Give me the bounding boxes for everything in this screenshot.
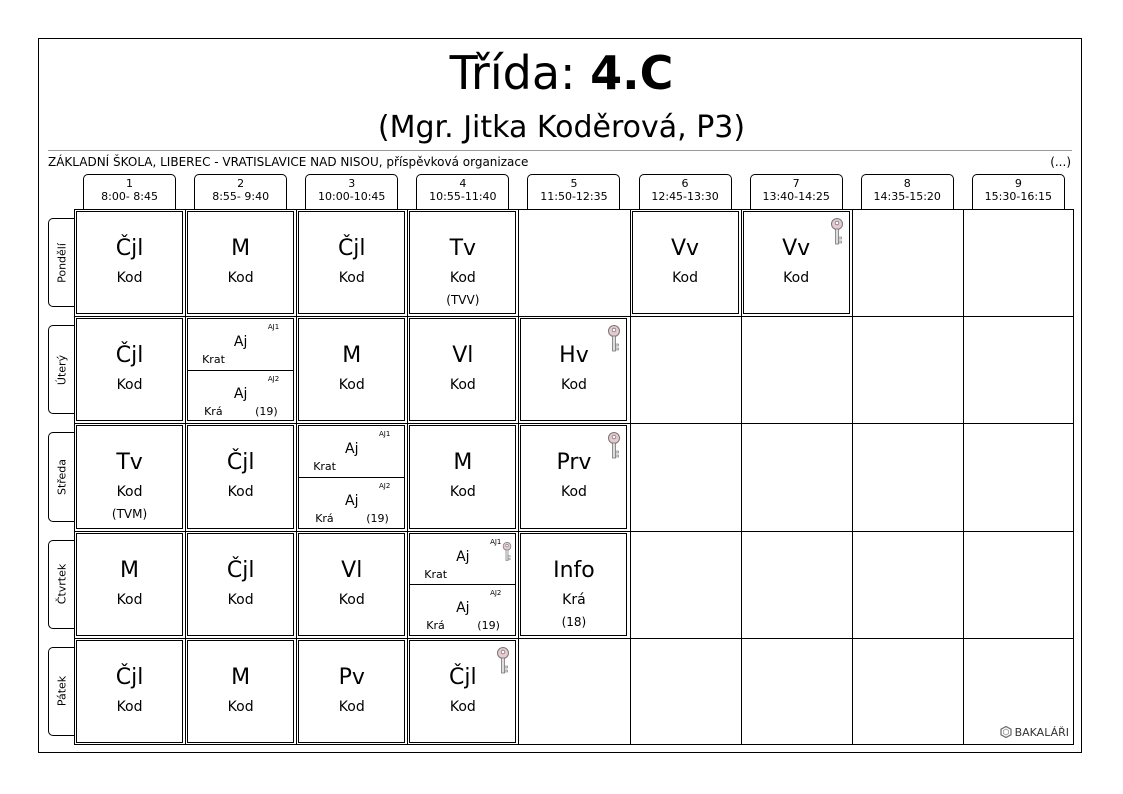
lesson-subject: Čjl — [449, 664, 477, 690]
day-label-4 — [48, 540, 75, 629]
lesson-cell[interactable] — [76, 640, 183, 743]
period-header-1 — [83, 174, 176, 209]
lesson-cell[interactable] — [76, 425, 183, 528]
day-name: Pondělí — [55, 242, 69, 283]
period-header-2 — [194, 174, 287, 209]
lesson-subject: Čjl — [226, 450, 255, 476]
lesson-teacher: Krá — [562, 591, 586, 608]
lesson-cell[interactable] — [409, 318, 516, 421]
period-time: 10:00-10:45 — [318, 190, 386, 203]
more-indicator: (...) — [1050, 155, 1071, 169]
group-code: AJ1 — [490, 537, 502, 546]
lesson-subject: Čjl — [115, 664, 144, 690]
lesson-cell[interactable] — [187, 318, 294, 421]
lesson-subject: M — [342, 343, 362, 369]
group-code: AJ1 — [267, 323, 280, 332]
group-room: (19) — [477, 619, 500, 633]
lesson-cell[interactable] — [409, 211, 516, 314]
lesson-subject: Vv — [671, 236, 700, 261]
day-label-5 — [48, 647, 75, 736]
lesson-cell[interactable] — [298, 533, 405, 636]
grid-row-line — [74, 531, 1074, 532]
group-room: (19) — [255, 404, 278, 418]
period-time: 8:55- 9:40 — [212, 190, 270, 203]
lesson-cell[interactable] — [409, 425, 516, 528]
group-divider — [188, 370, 293, 371]
group-teacher: Krat — [202, 353, 225, 367]
period-number: 5 — [570, 177, 578, 190]
lesson-subject: Čjl — [226, 557, 255, 583]
lesson-cell[interactable] — [76, 318, 183, 421]
lesson-teacher: Kod — [783, 270, 810, 286]
lesson-subject: Čjl — [337, 236, 366, 261]
group-code: AJ2 — [267, 374, 280, 383]
group-room: (19) — [366, 511, 389, 525]
lesson-cell[interactable] — [298, 640, 405, 743]
grid-column-line — [518, 209, 519, 745]
period-number: 8 — [903, 177, 911, 190]
period-time: 13:40-14:25 — [762, 190, 830, 203]
lesson-cell[interactable] — [187, 533, 294, 636]
bakalari-logo: BAKALÁŘI — [1000, 726, 1069, 740]
grid-column-line — [185, 209, 186, 745]
period-time: 8:00- 8:45 — [101, 190, 158, 203]
lesson-teacher: Kod — [227, 591, 254, 608]
school-name: ZÁKLADNÍ ŠKOLA, LIBEREC - VRATISLAVICE NAD NISOU, příspěvková organizace — [48, 155, 529, 169]
lesson-teacher: Kod — [116, 377, 143, 394]
lesson-room: (18) — [561, 614, 587, 629]
lesson-teacher: Kod — [449, 270, 476, 286]
lesson-subject: Prv — [556, 450, 592, 476]
lesson-teacher: Kod — [449, 484, 476, 501]
lesson-teacher: Kod — [338, 591, 365, 608]
lesson-teacher: Kod — [227, 698, 254, 715]
period-time: 12:45-13:30 — [651, 190, 719, 203]
period-header-7 — [750, 174, 843, 209]
lesson-cell[interactable] — [298, 318, 405, 421]
lesson-subject: Vv — [782, 236, 811, 261]
day-name: Pátek — [55, 676, 69, 707]
lesson-subject: M — [231, 236, 251, 261]
period-header-3 — [305, 174, 398, 209]
lesson-cell[interactable] — [187, 425, 294, 528]
grid-column-line — [296, 209, 297, 745]
lesson-teacher: Kod — [672, 270, 699, 286]
group-code: AJ2 — [378, 481, 391, 490]
period-number: 3 — [348, 177, 356, 190]
group-divider — [299, 477, 404, 478]
group-divider — [410, 584, 515, 585]
lesson-subject: Vl — [341, 557, 363, 583]
lesson-subject: Pv — [338, 664, 365, 690]
page-title: Třída: 4.C — [449, 46, 674, 100]
key-icon — [607, 325, 621, 353]
lesson-teacher: Kod — [449, 698, 476, 715]
group-teacher: Krat — [424, 567, 448, 581]
period-time: 10:55-11:40 — [429, 190, 497, 203]
lesson-teacher: Kod — [227, 270, 254, 286]
lesson-teacher: Kod — [338, 377, 365, 394]
period-time: 15:30-16:15 — [984, 190, 1053, 203]
grid-row-line — [74, 423, 1074, 424]
group-subject: Aj — [345, 492, 359, 509]
grid-column-line — [630, 209, 631, 745]
lesson-subject: Čjl — [115, 343, 144, 369]
lesson-teacher: Kod — [560, 377, 587, 394]
group-teacher: Krat — [313, 460, 336, 474]
period-header-6 — [639, 174, 732, 209]
grid-row-line — [74, 316, 1074, 317]
period-header-5 — [527, 174, 620, 209]
group-subject: Aj — [456, 548, 470, 565]
period-number: 1 — [126, 177, 134, 190]
lesson-cell[interactable] — [632, 211, 739, 314]
lesson-subject: Čjl — [115, 236, 144, 261]
group-subject: Aj — [233, 385, 248, 402]
lesson-cell[interactable] — [298, 425, 405, 528]
lesson-cell[interactable] — [187, 211, 294, 314]
class-name: 4.C — [590, 46, 674, 100]
day-name: Čtvrtek — [55, 563, 69, 605]
lesson-cell[interactable] — [743, 211, 850, 314]
lesson-room: (TVM) — [111, 507, 148, 522]
group-code: AJ1 — [378, 430, 391, 439]
lesson-subject: Tv — [116, 450, 143, 476]
group-teacher: Krá — [315, 511, 334, 525]
grid-column-line — [852, 209, 853, 745]
lesson-subject: Hv — [559, 343, 589, 369]
lesson-cell[interactable] — [187, 640, 294, 743]
lesson-teacher: Kod — [227, 484, 254, 501]
period-header-4 — [416, 174, 509, 209]
period-time: 14:35-15:20 — [873, 190, 941, 203]
lesson-cell[interactable] — [298, 211, 405, 314]
lesson-teacher: Kod — [560, 484, 587, 501]
key-icon — [502, 542, 512, 562]
lesson-cell[interactable] — [520, 533, 627, 636]
header-divider — [48, 150, 1072, 151]
lesson-cell[interactable] — [409, 640, 516, 743]
lesson-teacher: Kod — [338, 270, 365, 286]
class-teacher-subtitle: (Mgr. Jitka Koděrová, P3) — [377, 110, 746, 145]
key-icon — [496, 647, 510, 675]
day-label-2 — [48, 325, 75, 414]
period-number: 4 — [459, 177, 467, 190]
lesson-teacher: Kod — [116, 591, 143, 608]
day-label-3 — [48, 432, 75, 521]
grid-row-line — [74, 638, 1074, 639]
lesson-subject: M — [453, 450, 473, 476]
lesson-cell[interactable] — [76, 533, 183, 636]
lesson-cell[interactable] — [76, 211, 183, 314]
key-icon — [607, 432, 621, 460]
lesson-cell[interactable] — [409, 533, 516, 636]
period-header-9 — [972, 174, 1065, 209]
day-label-1 — [48, 218, 75, 307]
group-subject: Aj — [345, 441, 359, 458]
period-time: 11:50-12:35 — [540, 190, 608, 203]
group-subject: Aj — [233, 334, 248, 351]
grid-column-line — [963, 209, 964, 745]
period-number: 7 — [792, 177, 800, 190]
lesson-teacher: Kod — [116, 698, 143, 715]
grid-column-line — [741, 209, 742, 745]
lesson-subject: Tv — [449, 236, 477, 261]
lesson-teacher: Kod — [338, 698, 365, 715]
period-number: 2 — [237, 177, 245, 190]
group-subject: Aj — [456, 600, 470, 617]
hexagon-icon — [1000, 726, 1012, 738]
grid-column-line — [407, 209, 408, 745]
lesson-subject: Info — [553, 557, 595, 583]
group-teacher: Krá — [426, 619, 445, 633]
day-name: Středa — [55, 458, 69, 496]
lesson-teacher: Kod — [116, 484, 143, 501]
group-teacher: Krá — [204, 404, 223, 418]
lesson-cell[interactable] — [520, 425, 627, 528]
lesson-subject: M — [120, 557, 140, 583]
lesson-teacher: Kod — [449, 377, 476, 394]
lesson-cell[interactable] — [520, 318, 627, 421]
key-icon — [830, 218, 844, 246]
period-number: 6 — [681, 177, 689, 190]
group-code: AJ2 — [490, 589, 502, 598]
lesson-teacher: Kod — [116, 270, 143, 286]
lesson-room: (TVV) — [446, 293, 480, 307]
lesson-subject: M — [231, 664, 251, 690]
period-number: 9 — [1014, 177, 1022, 190]
lesson-subject: Vl — [452, 343, 474, 369]
day-name: Úterý — [55, 354, 69, 385]
period-header-8 — [861, 174, 954, 209]
